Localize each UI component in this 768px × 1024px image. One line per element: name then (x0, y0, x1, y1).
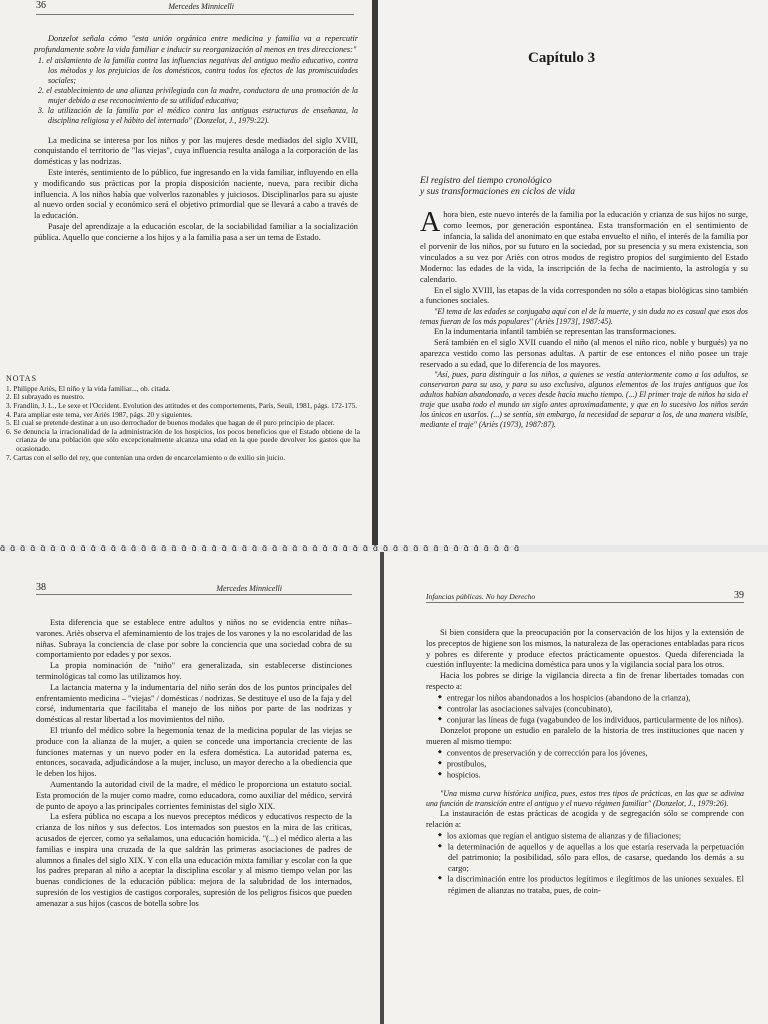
list-item: 2. el establecimiento de una alianza privilegiada con la madre, conductora de una promoción de la mujer debido a ese reconocimiento de su utilidad educativa; (38, 85, 358, 105)
page-38-body (36, 618, 352, 910)
paragraph: La esfera pública no escapa a los nuevos preceptos médicos y educativos respecto de la crianza de los niños y sus defectos. Los internados son puestos en la mira de las críticas, acusados de ejercer, como ya señalamos, una educación homicida. "(...) el médico alerta a las familias e inspira una cruzada de la que saldrán las primeras asociaciones de padres de alumnos a finales del siglo XIX. Y con ella una educación mixta familiar y escolar con la que los padres preparan al niño a aceptar la disciplina escolar y al mismo tiempo velan por las buenas condiciones de la educación pública: mejora de la salubridad de los internados, supresión de los vestigios de castigos corporales, supresión de los peligros físicos que pueden amenazar a sus hijos (cascos de botella sobre los (36, 812, 352, 908)
paragraph: Esta diferencia que se establece entre adultos y niños no se evidencia entre niñas–varones. Ariès observa el afeminamiento de los trajes de los varones y la no escolaridad de las niñas. Subraya la conciencia de clase por sobre la conciencia que una sociedad cobra de su comportamiento por edades y por sexos. (36, 618, 352, 660)
bullet-list (426, 748, 744, 781)
notes-section (6, 374, 360, 462)
page-number: 39 (734, 590, 744, 601)
directions-list (34, 56, 358, 126)
paragraph: En el siglo XVIII, las etapas de la vida corresponden no sólo a etapas biológicas sino también a funciones sociales. (420, 285, 748, 306)
paragraph: En la indumentaria infantil también se representan las transformaciones. (434, 327, 677, 337)
page-39 (384, 552, 768, 1024)
list-item: 3. la utilización de la familia por el médico contra las antiguas estructuras de enseñanza, la disciplina religiosa y el hábito del internado" (Donzelot, J., 1979:22). (38, 105, 358, 125)
chapter-title-line-2: y sus transformaciones en ciclos de vida (420, 186, 576, 197)
page-36 (0, 0, 372, 545)
page-number: 38 (36, 582, 46, 593)
quotation: "Así, pues, para distinguir a los niños, a quienes se vestía anteriormente como a los adultos, se conservaron para su uso, y para su uso exclusivo, algunos elementos de los trajes antiguos que los adultos habían abandonado, a veces desde hacía mucho tiempo. (...) El primer traje de niños ha sido el traje que usaba todo el mundo un siglo antes aproximadamente, y que en lo sucesivo los niños serán los únicos en usarlos. (...) se sentía, sin embargo, la necesidad de separar a los, de una manera visible, mediante el traje" (Ariès (1973), 1987:87). (420, 370, 748, 430)
page-36-body (34, 34, 358, 244)
opening-paragraph (420, 207, 748, 286)
list-item: 1. el aislamiento de la familia contra las influencias negativas del antiguo medio educativo, contra los métodos y los prejuicios de los domésticos, contra todos los efectos de las promiscuidades sociales; (38, 55, 358, 85)
page-38 (0, 552, 380, 1024)
quotation: "Una misma curva histórica unifica, pues, estos tres tipos de prácticas, en las que se adivina una función de transición entre el antiguo y el nuevo régimen familiar" (Donzelot, J., 1979:26). (426, 789, 744, 809)
note-item: 2. El subrayado es nuestro. (6, 392, 85, 402)
page-37-body (420, 207, 748, 430)
list-item: ◆ prostíbulos, (426, 759, 744, 770)
chapter-title-line-1: El registro del tiempo cronológico (420, 175, 552, 186)
running-author: Mercedes Minnicelli (216, 584, 282, 593)
page-header (426, 590, 744, 603)
page-header (36, 582, 352, 595)
chapter-heading: Capítulo 3 (528, 50, 596, 66)
note-item: 3. Frandlin, J. L., Le sexe et l'Occident. Evolution des attitudes et des comportements, París, Seuil, 1981, págs. 172-175. (6, 400, 358, 410)
list-item: ◆ conjurar las líneas de fuga (vagabundeo de los individuos, particularmente de los niños). (426, 715, 744, 726)
page-39-body (426, 628, 744, 896)
list-item: ◆ la discriminación entre los productos legítimos e ilegítimos de las uniones sexuales. El régimen de alianzas no trataba, pues, de coin- (426, 874, 744, 896)
spiral-binding: ɑ̃ɑ̃ɑ̃ɑ̃ɑ̃ɑ̃ɑ̃ɑ̃ɑ̃ɑ̃ɑ̃ɑ̃ɑ̃ɑ̃ɑ̃ɑ̃ɑ̃ɑ̃ɑ̃ɑ̃ɑ̃ɑ̃ɑ̃ɑ̃ɑ̃ɑ̃ɑ̃ɑ̃ɑ̃ɑ̃ɑ̃ɑ̃ɑ̃ɑ̃ɑ̃ɑ̃ɑ̃ɑ̃ɑ̃ɑ̃ɑ̃ɑ̃ɑ̃ɑ̃ɑ̃ɑ̃ɑ̃ɑ̃ɑ̃ɑ̃ɑ̃ɑ̃ (0, 545, 768, 552)
page-number: 36 (36, 0, 46, 11)
note-item: 1. Philippe Ariès, El niño y la vida familiar..., ob. citada. (6, 383, 171, 393)
note-item: 6. Se denuncia la irracionalidad de la administración de los hospicios, los pocos beneficios que el Estado obtiene de la crianza de una población que sólo excepcionalmente alcanza una edad en la que puede devolver los gastos que ha ocasionado. (6, 426, 360, 453)
paragraph: Donzelot señala cómo "esta unión orgánica entre medicina y familia va a repercutir profundamente sobre la vida familiar e inducir su reorganización al menos en tres direcciones:" (34, 34, 358, 54)
paragraph: Donzelot propone un estudio en paralelo de la historia de tres instituciones que nacen y mueren al mismo tiempo: (426, 726, 744, 746)
list-item: ◆ controlar las asociaciones salvajes (concubinato), (426, 704, 744, 715)
list-item: ◆ entregar los niños abandonados a los hospicios (abandono de la crianza), (426, 693, 744, 704)
list-item: ◆ los axiomas que regían el antiguo sistema de alianzas y de filiaciones; (426, 831, 744, 842)
drop-cap: A (420, 207, 441, 238)
bullet-list (426, 693, 744, 726)
paragraph: La lactancia materna y la indumentaria del niño serán dos de los puntos principales del enfrentamiento medicina – "viejas" / domésticas / nodrizas. Se destituye el uso de la faja y del corsé, indumentaria que facilitaba el manejo de los niños por parte de las nodrizas y domésticas al restar libertad a los movimientos del niño. (36, 682, 352, 725)
page-37 (378, 0, 768, 545)
paragraph: Será también en el siglo XVII cuando el niño (al menos el niño rico, noble y burgués) ya no aparezca vestido como las personas adultas. A partir de ese entonces el niño posee un traje reservado a su edad, que lo diferencia de los mayores. (420, 337, 748, 369)
paragraph: Este interés, sentimiento de lo público, fue ingresando en la vida familiar, influyendo en ella y modificando sus prácticas por la propia disposición naciente, nueva, para recibir dicha influencia. A los niños había que volverlos razonables y juiciosos. Disciplinarlos para su ajuste al nuevo orden social y económico será el objetivo primordial que se llevará a cabo a través de la educación. (34, 167, 358, 221)
chapter-title (420, 175, 575, 197)
paragraph: El triunfo del médico sobre la hegemonía tenaz de la medicina popular de las viejas se produce con la alianza de la mujer, a quien se concede una importancia creciente de las funciones maternas y un nuevo poder en la esfera doméstica. La autoridad paterna es, entonces, socavada, adjudicándose a la mujer, incluso, un mayor derecho a la obediencia que le deben los hijos. (36, 725, 352, 779)
bullet-list (426, 831, 744, 897)
notes-title: NOTAS (6, 374, 38, 383)
paragraph: La medicina se interesa por los niños y por las mujeres desde mediados del siglo XVIII, conquistando el territorio de "las viejas", cuya influencia resulta análoga a la corporación de las domésticas y las nodrizas. (34, 135, 358, 167)
note-item: 7. Cartas con el sello del rey, que contenían una orden de encarcelamiento o de exilio sin juicio. (6, 452, 286, 462)
paragraph: Si bien considera que la preocupación por la conservación de los hijos y la extensión de los preceptos de higiene son los mismos, la naturaleza de las operaciones entabladas para ricos y pobres es diferente y produce efectos prácticamente opuestos. Queda diferenciada la cuestión influyente: la medicina doméstica para unos y la vigilancia social para los otros. (426, 628, 744, 670)
paragraph: Pasaje del aprendizaje a la educación escolar, de la sociabilidad familiar a la socialización pública. Aquello que concierne a los hijos y a la familia pasa a ser un tema de Estado. (34, 221, 358, 242)
paragraph: hora bien, este nuevo interés de la familia por la educación y crianza de sus hijos no surge, como leemos, por generación espontánea. Esta transformación en el sentimiento de infancia, la salida del anonimato en que estaba envuelto el niño, el interés de la familia por el porvenir de los niños, por su futuro en la sociedad, por su presencia y su mera existencia, son vinculados a su vez por Ariès con otros modos de registro propios del surgimiento del Estado Moderno: las edades de la vida, la inscripción de la fecha de nacimiento, la astrología y su calendario. (420, 210, 748, 284)
note-item: 5. El cual se pretende destinar a un uso derrochador de buenos modales que hagan de él puro principio de placer. (6, 418, 335, 428)
list-item: ◆ hospicios. (426, 770, 744, 781)
quotation: "El tema de las edades se conjugaba aquí con el de la muerte, y sin duda no es casual que esos dos temas fueran de los más populares" (Ariès [1973], 1987:45). (420, 307, 748, 327)
paragraph: La instauración de estas prácticas de acogida y de segregación sólo se comprende con relación a: (426, 809, 744, 829)
running-author: Mercedes Minnicelli (168, 2, 234, 11)
paragraph: Hacia los pobres se dirige la vigilancia directa a fin de frenar libertades tomadas con respecto a: (426, 671, 744, 691)
page-header (36, 0, 354, 15)
list-item: ◆ conventos de preservación y de corrección para los jóvenes, (426, 748, 744, 759)
note-item: 4. Para ampliar este tema, ver Ariès 1987, págs. 20 y siguientes. (6, 409, 193, 419)
notes-list (6, 385, 360, 462)
list-item: ◆ la determinación de aquellos y de aquellas a los que estaría reservada la perpetuación del patrimonio; la posibilidad, sólo para ellos, de casarse, quedando los demás a su cargo; (426, 842, 744, 875)
paragraph: Aumentando la autoridad civil de la madre, el médico le proporciona un estatuto social. Esta promoción de la mujer como madre, como educadora, como auxiliar del médico, servirá de punto de apoyo a las principales corrientes feministas del siglo XIX. (36, 779, 352, 811)
paragraph: La propia nominación de "niño" era generalizada, sin establecerse distinciones terminológicas tal como las utilizamos hoy. (36, 661, 352, 681)
running-title: Infancias públicas. No hay Derecho (426, 592, 536, 601)
